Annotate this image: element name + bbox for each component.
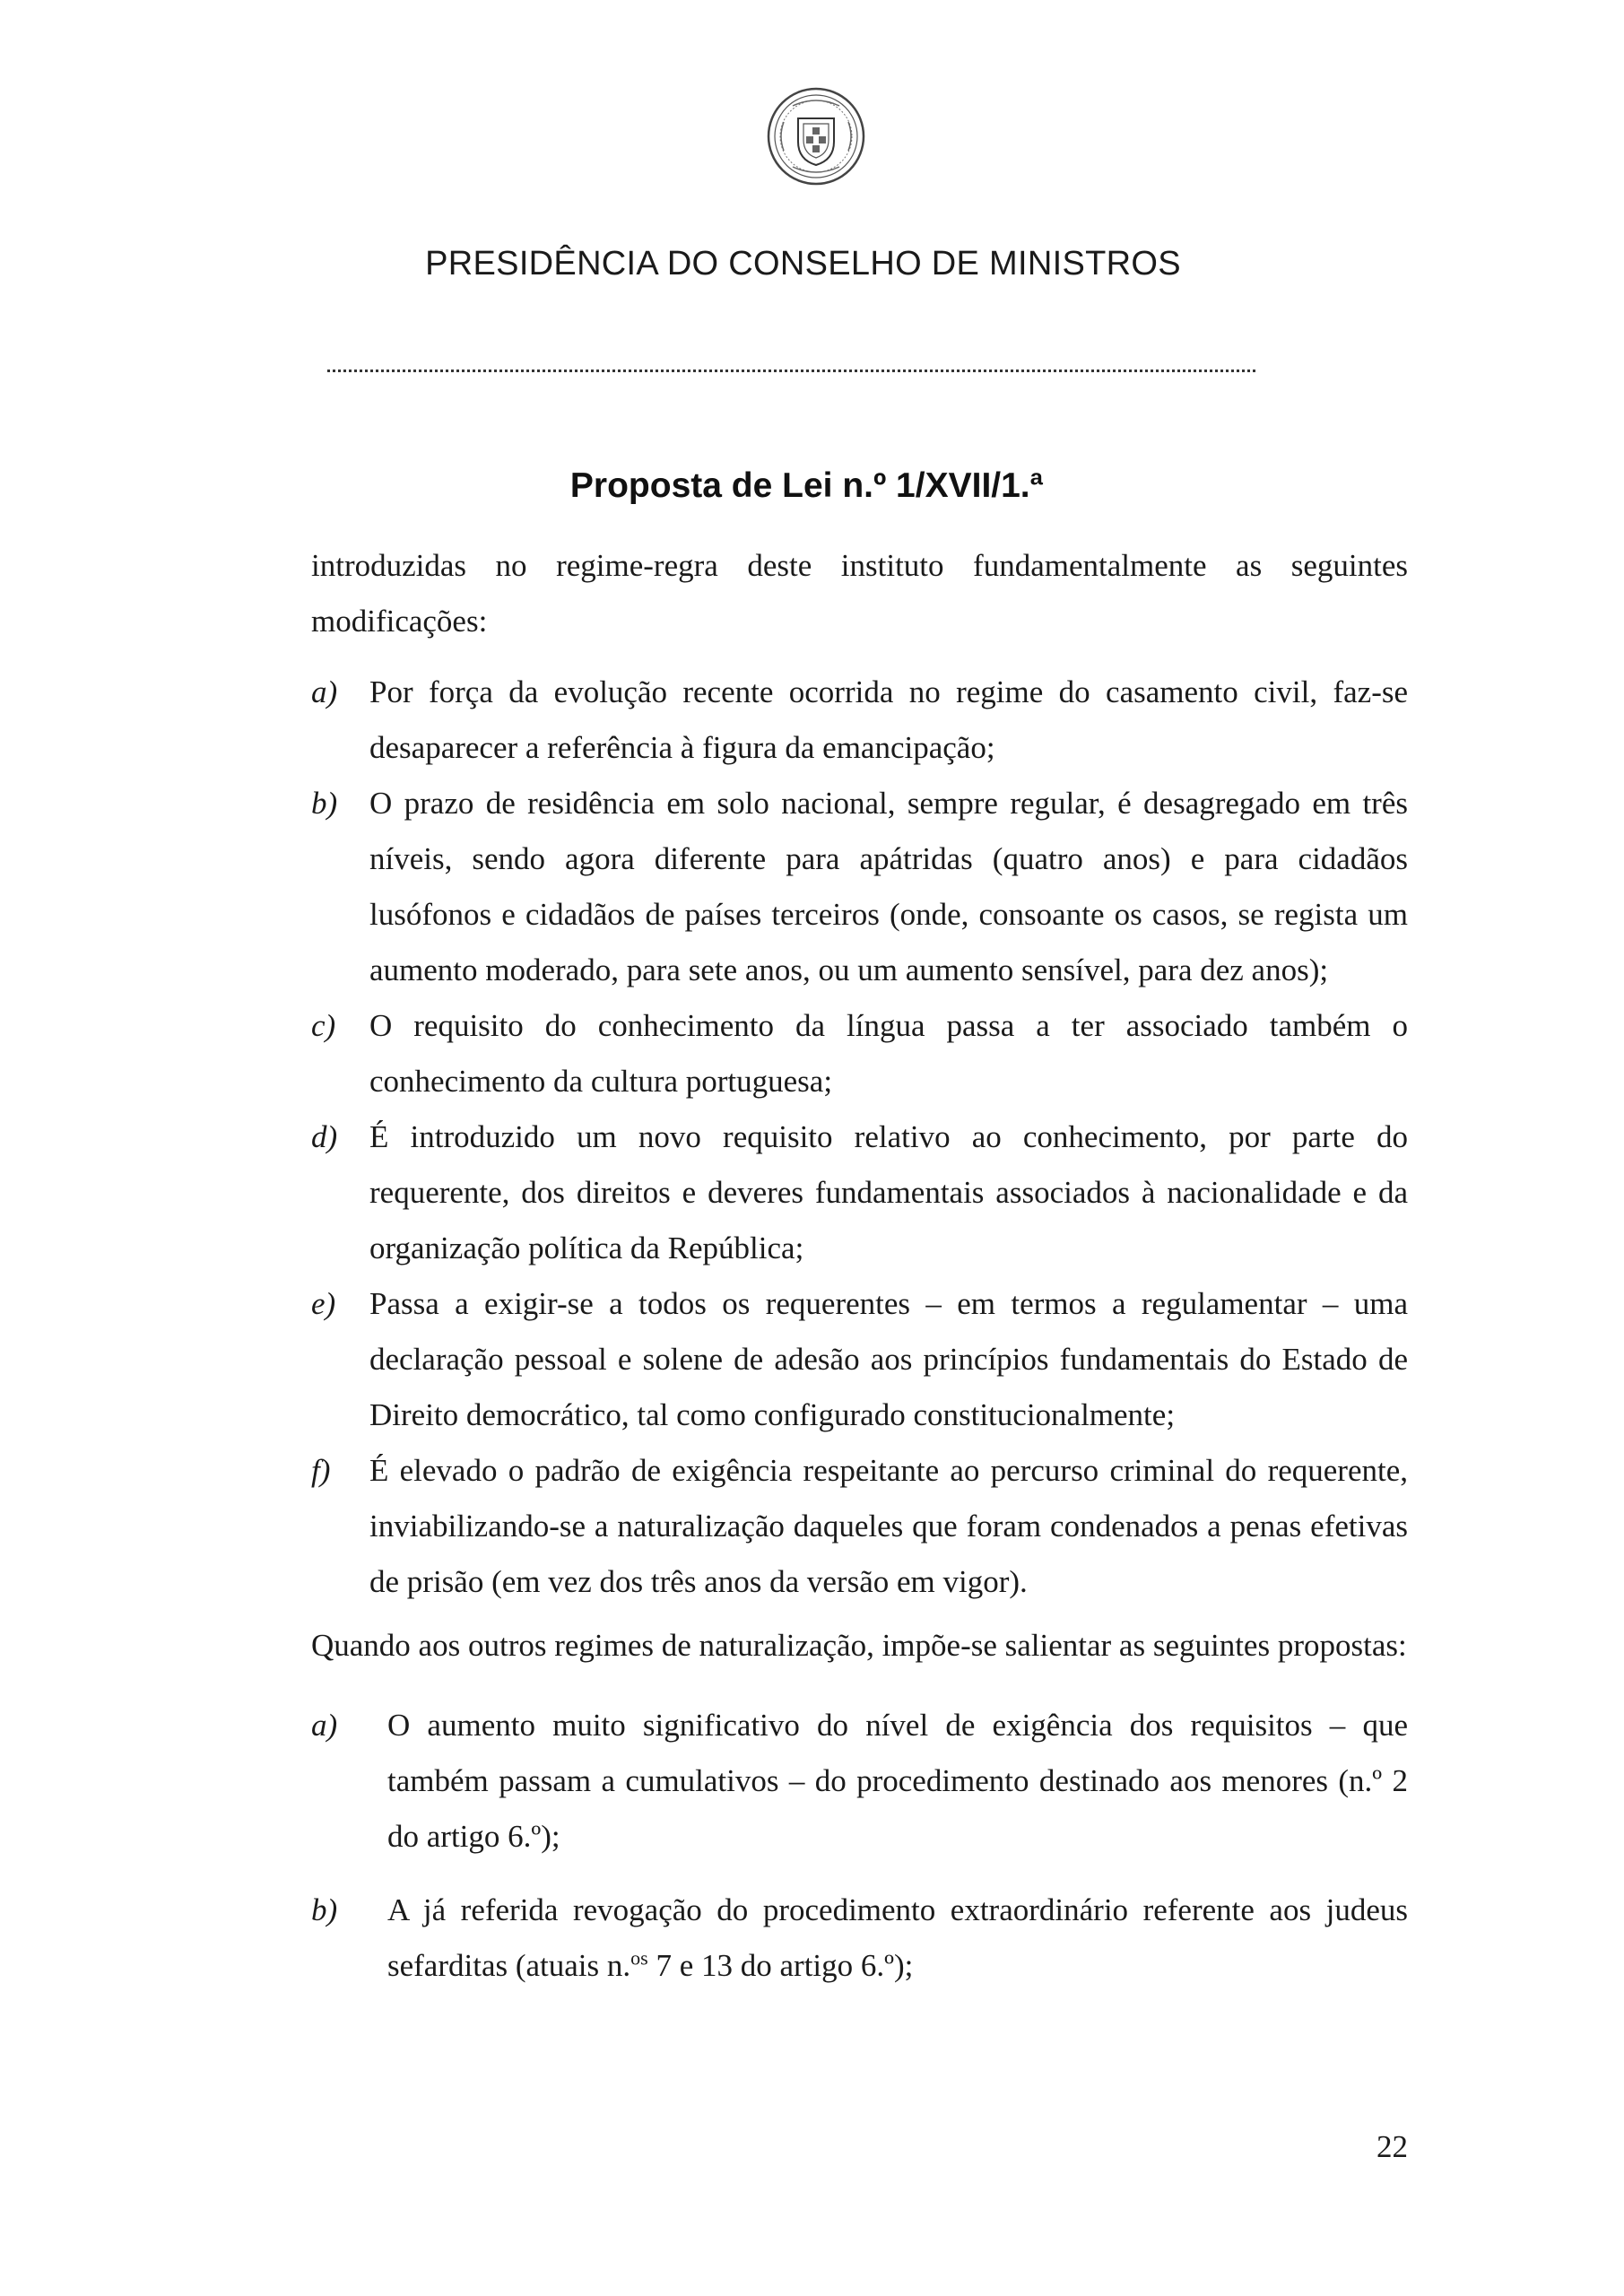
list-item-text: O requisito do conhecimento da língua passa a ter associado também o conhecimento da cultura portuguesa; bbox=[369, 1008, 1408, 1099]
header-divider bbox=[327, 370, 1255, 372]
list-item-letter: f) bbox=[311, 1453, 331, 1488]
list-item-letter: c) bbox=[311, 1008, 336, 1043]
list-item bbox=[311, 665, 1408, 776]
list-item-text-before: A já referida revogação do procedimento extraordinário referente aos judeus sefarditas (atuais n. bbox=[387, 1892, 1408, 1983]
proposals-list bbox=[311, 1698, 1408, 2012]
organization-title: PRESIDÊNCIA DO CONSELHO DE MINISTROS bbox=[425, 245, 1181, 283]
list-item-letter: b) bbox=[311, 1892, 338, 1927]
list-item-letter: d) bbox=[311, 1119, 338, 1154]
list-item-text: O aumento muito significativo do nível de exigência dos requisitos – que também passam a cumulativos – do procedimento destinado aos menores (n.º 2 do artigo 6.º); bbox=[387, 1708, 1408, 1854]
list-item-text: Por força da evolução recente ocorrida no regime do casamento civil, faz-se desaparecer a referência à figura da emancipação; bbox=[369, 674, 1408, 765]
list-item-letter: a) bbox=[311, 1708, 338, 1743]
list-item-text-after: 7 e 13 do artigo 6.º); bbox=[647, 1948, 914, 1983]
list-item-text: O prazo de residência em solo nacional, sempre regular, é desagregado em três níveis, sendo agora diferente para apátridas (quatro anos) e para cidadãos lusófonos e cidadãos de países terceiros (onde, consoante os casos, se regista um aumento moderado, para sete anos, ou um aumento sensível, para dez anos); bbox=[369, 786, 1408, 987]
list-item-letter: b) bbox=[311, 786, 338, 821]
list-item-text: É introduzido um novo requisito relativo ao conhecimento, por parte do requerente, dos direitos e deveres fundamentais associados à nacionalidade e da organização política da República; bbox=[369, 1119, 1408, 1265]
coat-of-arms-seal-icon bbox=[766, 86, 866, 187]
list-item bbox=[311, 1109, 1408, 1276]
list-item bbox=[311, 1883, 1408, 1994]
intro-paragraph: introduzidas no regime-regra deste instituto fundamentalmente as seguintes modificações: bbox=[311, 548, 1408, 639]
list-item bbox=[311, 1698, 1408, 1865]
list-item-text: Passa a exigir-se a todos os requerentes – em termos a regulamentar – uma declaração pessoal e solene de adesão aos princípios fundamentais do Estado de Direito democrático, tal como configurado constitucionalmente; bbox=[369, 1286, 1408, 1432]
list-item-letter: e) bbox=[311, 1286, 336, 1321]
list-item bbox=[311, 776, 1408, 998]
list-item bbox=[311, 1443, 1408, 1610]
list-item-superscript: os bbox=[630, 1946, 648, 1970]
list-item bbox=[311, 1276, 1408, 1443]
list-item bbox=[311, 998, 1408, 1109]
modifications-list bbox=[311, 665, 1408, 1610]
list-item-text: É elevado o padrão de exigência respeitante ao percurso criminal do requerente, inviabilizando-se a naturalização daqueles que foram condenados a penas efetivas de prisão (em vez dos três anos da versão em vigor). bbox=[369, 1453, 1408, 1599]
list-item-letter: a) bbox=[311, 674, 338, 709]
naturalization-paragraph: Quando aos outros regimes de naturalização, impõe-se salientar as seguintes propostas: bbox=[311, 1628, 1407, 1663]
page-number: 22 bbox=[1376, 2129, 1408, 2164]
document-title: Proposta de Lei n.º 1/XVII/1.ª bbox=[569, 466, 1044, 505]
